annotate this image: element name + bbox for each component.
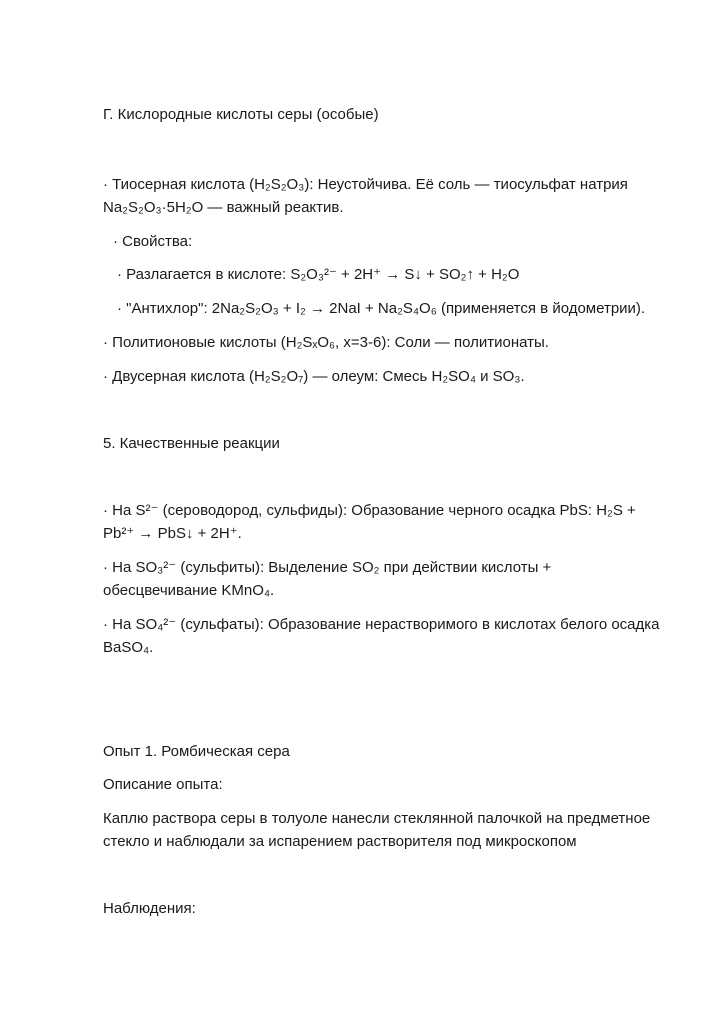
experiment-description-line-2: стекло и наблюдали за испарением растворителя под микроскопом	[103, 833, 577, 850]
sulfide-reaction-line-2: Pb²⁺ → PbS↓ + 2H⁺.	[103, 525, 242, 542]
polythionic-acids: · Политионовые кислоты (H₂SₓO₆, x=3-6): Соли — политионаты.	[103, 334, 549, 351]
observations-label: Наблюдения:	[103, 900, 196, 917]
experiment-title: Опыт 1. Ромбическая сера	[103, 743, 290, 760]
section-5-heading: 5. Качественные реакции	[103, 435, 280, 452]
sulfite-reaction-line-1: · На SO₃²⁻ (сульфиты): Выделение SO₂ при действии кислоты +	[103, 559, 552, 576]
experiment-description-label: Описание опыта:	[103, 776, 223, 793]
sulfate-reaction-line-1: · На SO₄²⁻ (сульфаты): Образование нерастворимого в кислотах белого осадка	[103, 616, 660, 633]
thiosulfuric-acid-line-2: Na₂S₂O₃·5H₂O — важный реактив.	[103, 199, 344, 216]
sulfite-reaction-line-2: обесцвечивание KMnO₄.	[103, 582, 275, 599]
property-decomposition: · Разлагается в кислоте: S₂O₃²⁻ + 2H⁺ → S↓ + SO₂↑ + H₂O	[117, 266, 520, 283]
properties-label: · Свойства:	[113, 233, 193, 250]
disulfuric-acid: · Двусерная кислота (H₂S₂O₇) — олеум: Смесь H₂SO₄ и SO₃.	[103, 368, 525, 385]
section-g-heading: Г. Кислородные кислоты серы (особые)	[103, 106, 379, 123]
sulfate-reaction-line-2: BaSO₄.	[103, 639, 154, 656]
experiment-description-line-1: Каплю раствора серы в толуоле нанесли стеклянной палочкой на предметное	[103, 810, 651, 827]
property-antichlor: · "Антихлор": 2Na₂S₂O₃ + I₂ → 2NaI + Na₂S₄O₆ (применяется в йодометрии).	[117, 300, 646, 317]
sulfide-reaction-line-1: · На S²⁻ (сероводород, сульфиды): Образование черного осадка PbS: H₂S +	[103, 502, 636, 519]
thiosulfuric-acid-line-1: · Тиосерная кислота (H₂S₂O₃): Неустойчива. Её соль — тиосульфат натрия	[103, 176, 628, 193]
